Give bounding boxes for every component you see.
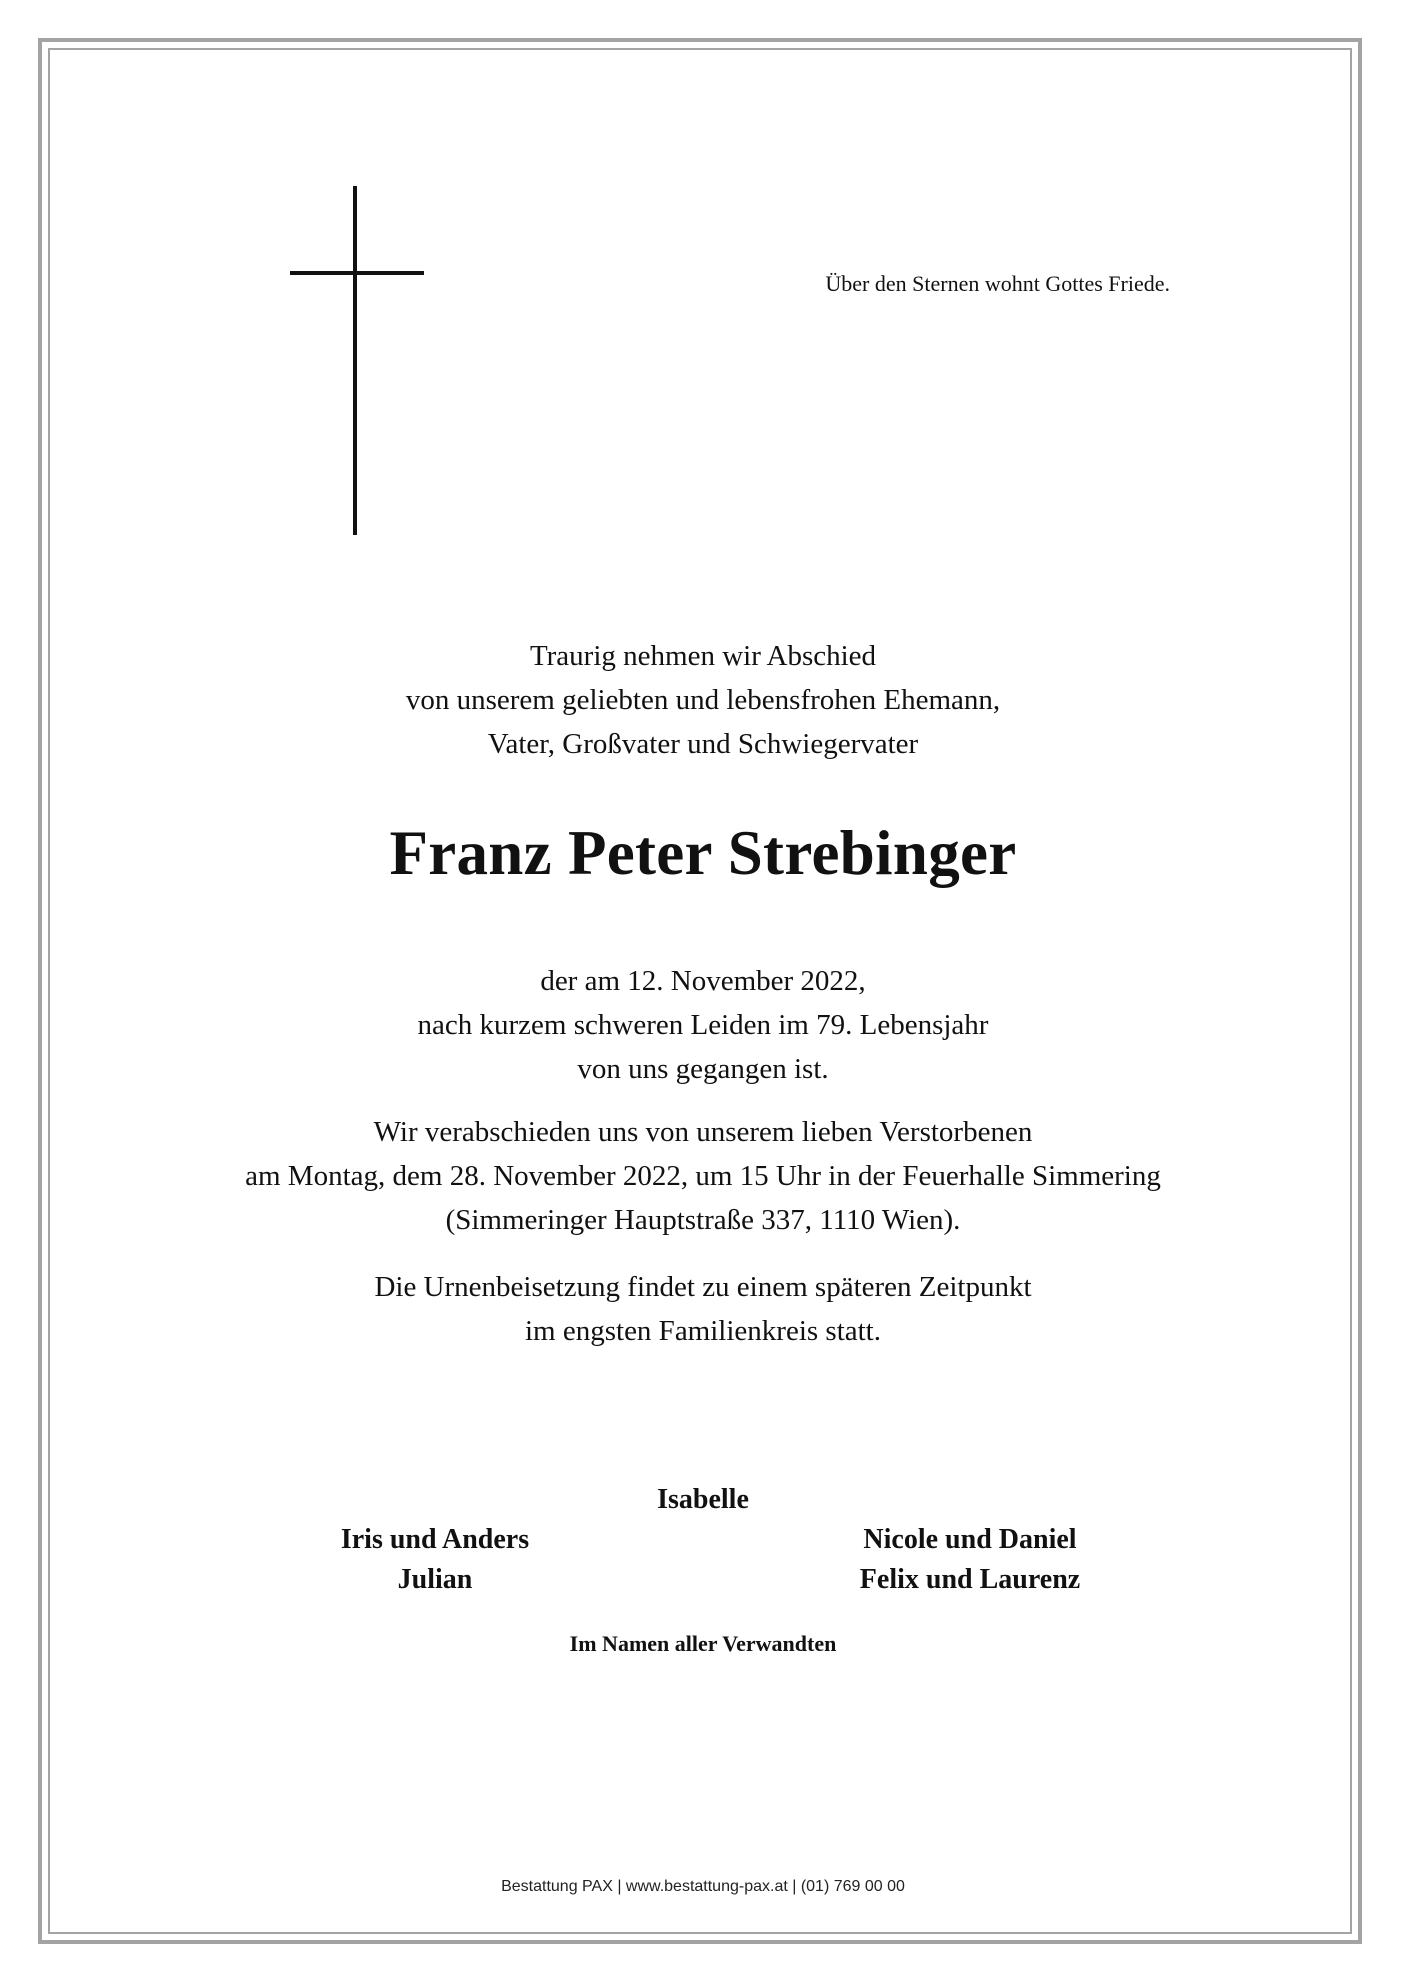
- death-line: der am 12. November 2022,: [540, 965, 866, 997]
- death-line: von uns gegangen ist.: [577, 1053, 829, 1085]
- farewell-line: am Montag, dem 28. November 2022, um 15 Uhr in der Feuerhalle Simmering: [245, 1160, 1161, 1192]
- intro-text: [0, 634, 1406, 766]
- farewell-line: Wir verabschieden uns von unserem lieben Verstorbenen: [373, 1116, 1033, 1148]
- signer-name: Iris und Anders: [340, 1524, 530, 1555]
- signer-center: [503, 1480, 903, 1520]
- intro-line: Vater, Großvater und Schwiegervater: [487, 728, 919, 760]
- cross-horizontal-bar: [290, 271, 424, 275]
- signer-right-group: [770, 1520, 1170, 1600]
- intro-line: Traurig nehmen wir Abschied: [529, 640, 877, 672]
- farewell-line: (Simmeringer Hauptstraße 337, 1110 Wien).: [445, 1204, 961, 1236]
- intro-line: von unserem geliebten und lebensfrohen Ehemann,: [405, 684, 1001, 716]
- urn-line: Die Urnenbeisetzung findet zu einem späteren Zeitpunkt: [374, 1271, 1032, 1303]
- motto: Über den Sternen wohnt Gottes Friede.: [825, 271, 1170, 296]
- farewell-notice: [0, 1110, 1406, 1242]
- signer-name: Isabelle: [657, 1484, 749, 1515]
- cross-vertical-bar: [353, 186, 357, 535]
- death-notice: [0, 959, 1406, 1091]
- deceased-name: Franz Peter Strebinger: [389, 818, 1017, 888]
- death-line: nach kurzem schweren Leiden im 79. Lebensjahr: [417, 1009, 989, 1041]
- urn-line: im engsten Familienkreis statt.: [524, 1315, 881, 1347]
- signer-left-group: [235, 1520, 635, 1600]
- relatives-line: Im Namen aller Verwandten: [569, 1631, 837, 1656]
- signer-name: Nicole und Daniel: [863, 1524, 1077, 1555]
- signer-name: Julian: [397, 1564, 473, 1595]
- signer-name: Felix und Laurenz: [859, 1564, 1081, 1595]
- urn-notice: [0, 1265, 1406, 1353]
- footer-contact: Bestattung PAX | www.bestattung-pax.at | (01) 769 00 00: [501, 1878, 905, 1895]
